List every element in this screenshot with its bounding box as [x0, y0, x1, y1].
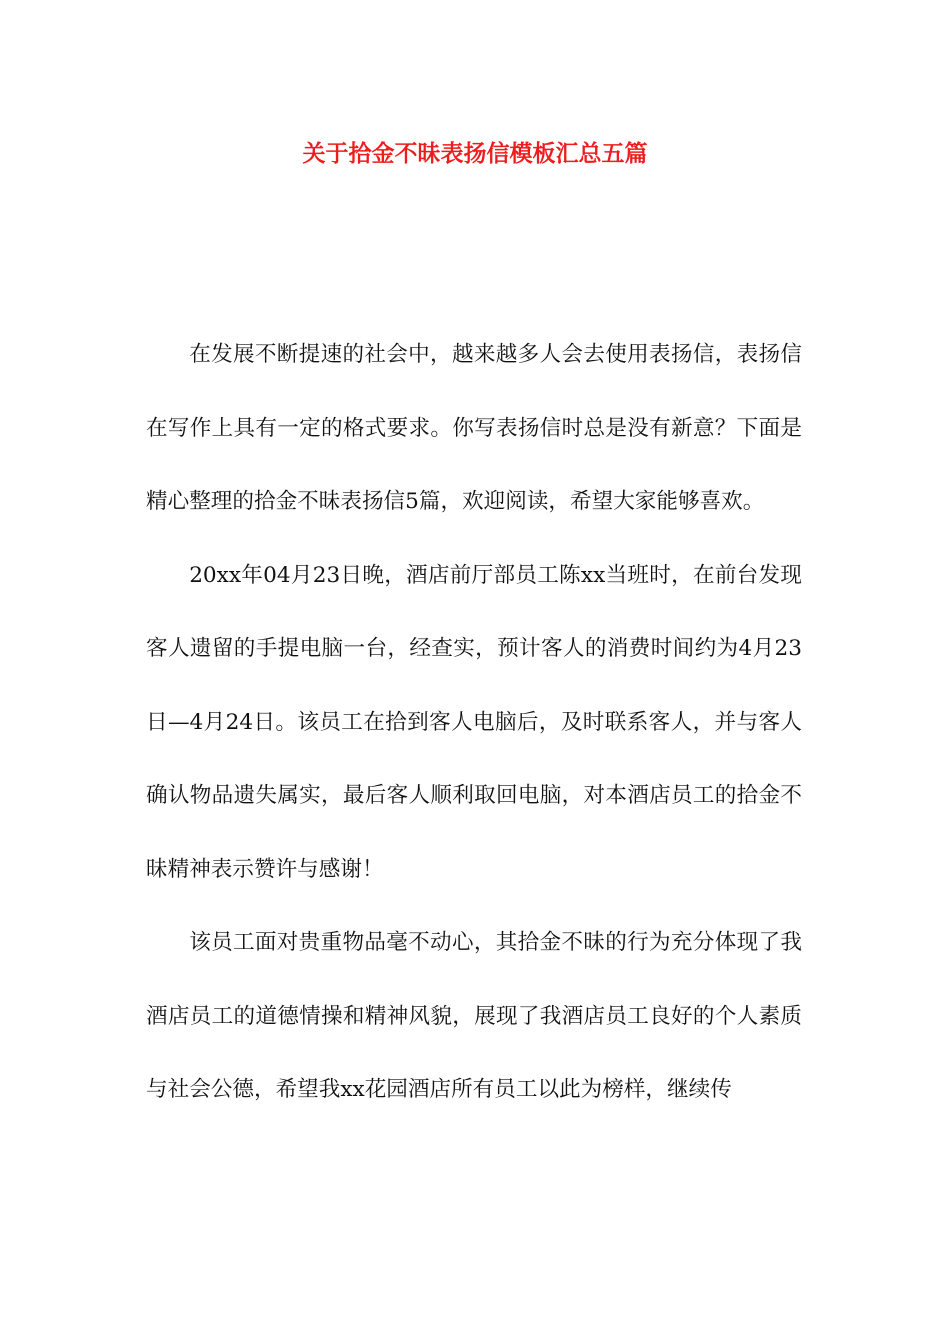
- paragraph-praise: 该员工面对贵重物品毫不动心，其拾金不昧的行为充分体现了我酒店员工的道德情操和精神风貌，展现了我酒店员工良好的个人素质与社会公德，希望我xx花园酒店所有员工以此为榜样，继续传: [146, 930, 802, 1102]
- document-body: [146, 318, 802, 1127]
- paragraph-incident: 20xx年04月23日晚，酒店前厅部员工陈xx当班时，在前台发现客人遗留的手提电脑一台，经查实，预计客人的消费时间约为4月23日—4月24日。该员工在拾到客人电脑后，及时联系客人，并与客人确认物品遗失属实，最后客人顺利取回电脑，对本酒店员工的拾金不昧精神表示赞许与感谢！: [146, 562, 802, 882]
- paragraph-intro: 在发展不断提速的社会中，越来越多人会去使用表扬信，表扬信在写作上具有一定的格式要求。你写表扬信时总是没有新意？下面是精心整理的拾金不昧表扬信5篇，欢迎阅读，希望大家能够喜欢。: [146, 342, 802, 514]
- document-title: 关于拾金不昧表扬信模板汇总五篇: [302, 140, 648, 167]
